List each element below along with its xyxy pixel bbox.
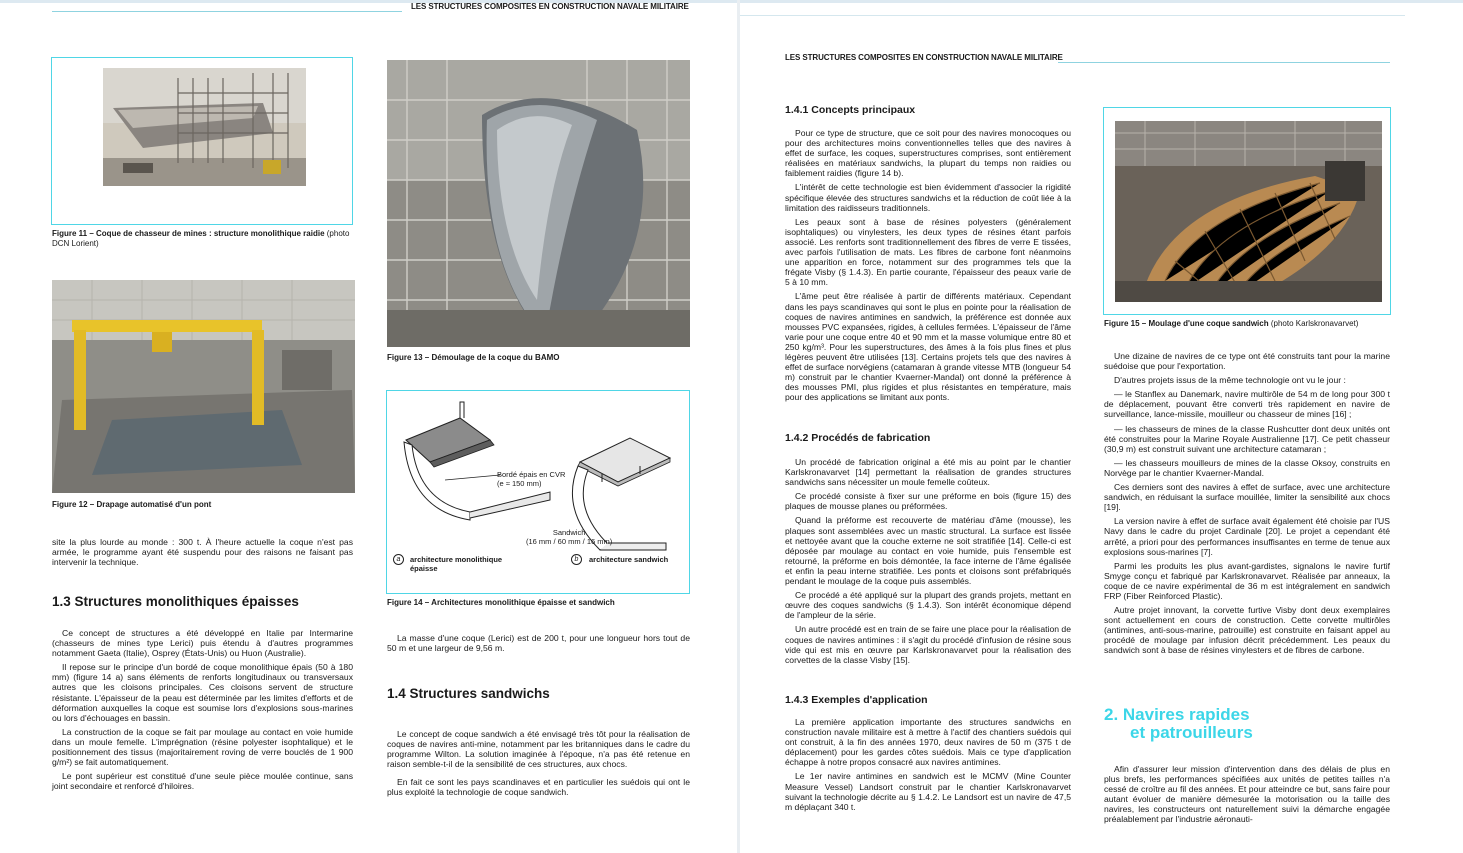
rc2-b1: — le Stanflex au Danemark, navire multirôle de 54 m de long pour 300 t de déplacement, pouvant être converti très rapidement en navire de surveillance, lance-missile, mouilleur ou chasseur de mines [16] ; <box>1104 389 1390 420</box>
section-1-4-body <box>387 729 690 802</box>
s13-p4: Le pont supérieur est constitué d'une seule pièce moulée continue, sans joint secondaire et renforcé d'hiloires. <box>52 771 353 792</box>
s13-p2: Il repose sur le principe d'un bordé de coque monolithique épais (50 à 180 mm) (figure 14 a) sans éléments de renforts longitudinaux ou transversaux autres que les cloisons principales. Ces cloisons servent de structure résistante. L'épaisseur de la peau est déterminée par les limites d'efforts et de déformation auxquelles la coque est soumise lors d'explosions sous-marines ou lors d'échouages en bassin. <box>52 662 353 723</box>
section-1-3-body <box>52 628 353 795</box>
figure-11-caption <box>52 229 352 249</box>
viewer-top-band <box>0 0 1463 3</box>
figure-14-caption <box>387 598 615 608</box>
rc2-p2: D'autres projets issus de la même technologie ont vu le jour : <box>1114 375 1346 386</box>
col1-top-text <box>52 537 353 571</box>
rc2-p1: Une dizaine de navires de ce type ont été construits tant pour la marine suédoise que pour l'exportation. <box>1104 351 1390 372</box>
section-1-4-3-title: 1.4.3 Exemples d'application <box>785 694 928 706</box>
right-running-head: LES STRUCTURES COMPOSITES EN CONSTRUCTION NAVALE MILITAIRE <box>785 53 1063 62</box>
section-1-4-1-title: 1.4.1 Concepts principaux <box>785 104 916 116</box>
section-1-4-3-body <box>785 717 1071 816</box>
figure-11-credit: (photo DCN Lorient) <box>52 229 350 248</box>
section-1-4-2-body <box>785 457 1071 669</box>
marker-a: a <box>393 554 404 565</box>
s142-p2: Ce procédé consiste à fixer sur une préforme en bois (figure 15) des plaques de mousse planes ou préformées. <box>785 491 1071 512</box>
running-head: LES STRUCTURES COMPOSITES EN CONSTRUCTION NAVALE MILITAIRE <box>411 2 689 11</box>
figure-13-caption <box>387 353 559 363</box>
rc2-b3: — les chasseurs mouilleurs de mines de la classe Oksoy, construits en Norvège par le chantier Kvaerner-Mandal. <box>1104 457 1390 478</box>
figure-13-title: Figure 13 – Démoulage de la coque du BAMO <box>387 353 560 362</box>
s14-p1: Le concept de coque sandwich a été envisagé très tôt pour la réalisation de coques de navires anti-mine, notamment par les britanniques dans le cadre du programme Wilton. La solution imaginée à l'époque, n'a pas été retenue en raison semble-t-il de la sensibilité de ces structures, aux chocs. <box>387 729 690 770</box>
figure-11-photo <box>103 68 306 186</box>
figure-12-caption <box>52 500 211 510</box>
col2-text-top <box>387 633 690 657</box>
col2-p-lerici: La masse d'une coque (Lerici) est de 200 t, pour une longueur hors tout de 50 m et une largeur de 9,56 m. <box>387 633 690 654</box>
label-borde-line2: (e ≈ 150 mm) <box>497 479 542 488</box>
s142-p4: Ce procédé a été appliqué sur la plupart des grands projets, mettant en œuvre des coques sandwichs (§ 1.4.3). Son intérêt économique dépend de l'ampleur de la série. <box>785 590 1071 621</box>
s142-p5: Un autre procédé est en train de se faire une place pour la réalisation de coques de navires antimines : il s'agit du procédé d'infusion de résine sous vide qui est mis en œuvre par Karlskronavarvet pour la réalisation des corvettes de la classe Visby [15]. <box>785 624 1071 665</box>
rc2-p3: Ces derniers sont des navires à effet de surface, avec une architecture sandwich, en réduisant la surface mouillée, limiter la sensibilité aux chocs [19]. <box>1104 482 1390 513</box>
s13-p1: Ce concept de structures a été développé en Italie par Intermarine (chasseurs de mines type Lerici) puis étendu à d'autres programmes notamment Gaeta (Italie), Osprey (États-Unis) ou Huon (Australie). <box>52 628 353 659</box>
marker-b: b <box>571 554 582 565</box>
header-rule <box>52 11 402 12</box>
figure-15-photo <box>1115 121 1382 302</box>
legend-a: architecture monolithique épaisse <box>410 555 503 573</box>
s141-p2: L'intérêt de cette technologie est bien évidemment d'associer la rigidité spécifique élevée des structures sandwichs et la réduction de coût liée à la limitation des raidisseurs traditionnels. <box>785 182 1071 213</box>
figure-12-title: Figure 12 – Drapage automatisé d'un pont <box>52 500 212 509</box>
right-header-rule <box>1058 62 1390 63</box>
section-1-4-title: 1.4 Structures sandwichs <box>387 686 550 701</box>
rc2-p5: Parmi les produits les plus avant-gardistes, signalons le navire furtif Smyge conçu et fabriqué par Karlskronavarvet. Réalisée par anneaux, la coque de ce navire expérimental de 36 m est intégralement en sandwich FRP (Fiber Reinforced Plastic). <box>1104 560 1390 601</box>
right-top-rule <box>740 15 1405 16</box>
s143-p1: La première application importante des structures sandwichs en construction navale militaire est à mettre à l'actif des chantiers suédois qui ont construit, à la fin des années 1970, deux navires de 50 m (375 t de déplacement) pour les gardes côtes suédois. Mais ce type d'application échappe à notre propos consacré aux navires antimines. <box>785 717 1071 768</box>
s13-p3: La construction de la coque se fait par moulage au contact en voie humide dans un moule femelle. L'imprégnation (résine polyester isophtalique) et le positionnement des tissus (majoritairement roving de verre bouclés de 1 900 g/m²) se fait automatiquement. <box>52 726 353 768</box>
chapter-2-body <box>1104 764 1390 829</box>
rc2-p7: Afin d'assurer leur mission d'intervention dans des délais de plus en plus brefs, les performances spécifiées aux unités de petites tailles n'a cessé de croître au fil des années. Et pour atteindre ce but, sans faire pour autant évoluer de manière démesurée la motorisation ou la taille des navires, les constructeurs ont naturellement suivi la démarche engagée préalablement par l'industrie aéronauti- <box>1104 764 1390 825</box>
rc2-p6: Autre projet innovant, la corvette furtive Visby dont deux exemplaires sont actuellement en cours de construction. Cette corvette multirôles (antimines, anti-sous-marine, patrouille) est construite en faisant appel au procédé de moulage par infusion décrit précédemment. Les peaux du sandwich sont à base de résines vinylesters et de fibres de carbone. <box>1104 605 1390 656</box>
page-spine <box>737 0 740 853</box>
s142-p1: Un procédé de fabrication original a été mis au point par le chantier Karlskronavarvet [14] permettant la réalisation de grandes structures sandwichs sans nécessiter un moule femelle coûteux. <box>785 457 1071 488</box>
s142-p3: Quand la préforme est recouverte de matériau d'âme (mousse), les plaques sont assemblées avec un mastic structural. La surface est lissée et nettoyée avant que la couche externe ne soit stratifiée [14]. Celle-ci est déposée par moulage au contact en voie humide, puis l'ensemble est retourné, la préforme en bois démontée, la face interne de l'âme égalisée et enfin la peau interne stratifiée. Les ponts et cloisons sont préfabriqués pendant le moulage de la coque puis assemblés. <box>785 515 1071 587</box>
figure-13-photo <box>387 60 690 347</box>
label-sandwich <box>526 528 612 546</box>
col1-top-paragraph: site la plus lourde au monde : 300 t. À l'heure actuelle la coque n'est pas armée, le programme ayant été suspendu pour des raisons ne faisant pas intervenir la technique. <box>52 537 353 568</box>
rc2-p4: La version navire à effet de surface avait également été choisie par l'US Navy dans le cadre du projet Cardinale [20]. Le projet a cependant été arrêté, a priori pour des performances insuffisantes en terme de tenue aux explosions sous-marines [7]. <box>1104 516 1390 557</box>
figure-12-photo <box>52 280 355 493</box>
chapter-2-title <box>1104 706 1253 742</box>
figure-14-title: Figure 14 – Architectures monolithique épaisse et sandwich <box>387 598 615 607</box>
label-borde-line1: Bordé épais en CVR <box>497 470 566 479</box>
section-1-4-2-title: 1.4.2 Procédés de fabrication <box>785 432 931 444</box>
chapter-2-line2: et patrouilleurs <box>1130 723 1253 742</box>
label-borde <box>497 470 565 488</box>
monolithic-drawing <box>404 402 550 520</box>
figure-15-caption <box>1104 319 1358 329</box>
right-col2-body <box>1104 351 1390 660</box>
label-sandwich-line2: (16 mm / 60 mm / 16 mm) <box>526 537 613 546</box>
figure-11-title: Figure 11 – Coque de chasseur de mines : structure monolithique raidie <box>52 229 325 238</box>
section-1-3-title: 1.3 Structures monolithiques épaisses <box>52 594 299 609</box>
figure-15-title: Figure 15 – Moulage d'une coque sandwich <box>1104 319 1269 328</box>
chapter-2-line1: 2. Navires rapides <box>1104 705 1250 724</box>
s143-p2: Le 1er navire antimines en sandwich est le MCMV (Mine Counter Measure Vessel) Landsort construit par le chantier Karlskronavarvet suivant la technologie décrite au § 1.4.2. Le Landsort est un navire de 47,5 m déplaçant 340 t. <box>785 771 1071 812</box>
s141-p1: Pour ce type de structure, que ce soit pour des navires monocoques ou pour des architectures moins conventionnelles telles que des navires à effet de surface, les coques, superstructures comprises, sont entièrement réalisées en matériaux sandwichs, la plupart du temps non raidies ou faiblement raidies (figure 14 b). <box>785 128 1071 179</box>
legend-b: architecture sandwich <box>589 555 669 564</box>
figure-15-credit: (photo Karlskronavarvet) <box>1270 319 1359 328</box>
s14-p2: En fait ce sont les pays scandinaves et en particulier les suédois qui ont le plus exploité la technologie de coque sandwich. <box>387 777 690 798</box>
section-1-4-1-body <box>785 128 1071 406</box>
label-sandwich-line1: Sandwich <box>552 528 586 537</box>
s141-p3: Les peaux sont à base de résines polyesters (généralement isophtaliques) ou vinylesters, les deux types de résines étant parfois associé. Les renforts sont traditionnellement des fibres de verre E tissées, avec parfois l'utilisation de mats. Les fibres de carbone font néanmoins une apparition en force, notamment sur des programmes tels que la frégate Visby (§ 1.4.3). En partie courante, l'épaisseur des peaux varie de 5 à 10 mm. <box>785 216 1071 288</box>
rc2-b2: — les chasseurs de mines de la classe Rushcutter dont deux unités ont été construites pour la Marine Royale Australienne [17]. Ce petit chasseur (30,9 m) est construit suivant une architecture catamaran ; <box>1104 423 1390 454</box>
s141-p4: L'âme peut être réalisée à partir de différents matériaux. Cependant dans les pays scandinaves qui sont le plus en pointe pour la réalisation de coques de navires antimines en sandwich, la préférence est donnée aux mousses PVC expansées, rigides, à cellules fermées. L'épaisseur de l'âme varie pour une coque entre 40 et 90 mm et la masse volumique entre 80 et 250 kg/m³. Pour les superstructures, des âmes à la fois plus fines et plus légères peuvent être utilisées [13]. Certains projets tels que des navires à effet de surface norvégiens (catamaran à grande vitesse MTB (longueur 54 m) construit par le chantier Kvaerner-Mandal) ont donné la préférence à des mousses PMI, plus rigides et plus résistantes en température, mais pour des applications se limitant aux ponts. <box>785 291 1071 403</box>
